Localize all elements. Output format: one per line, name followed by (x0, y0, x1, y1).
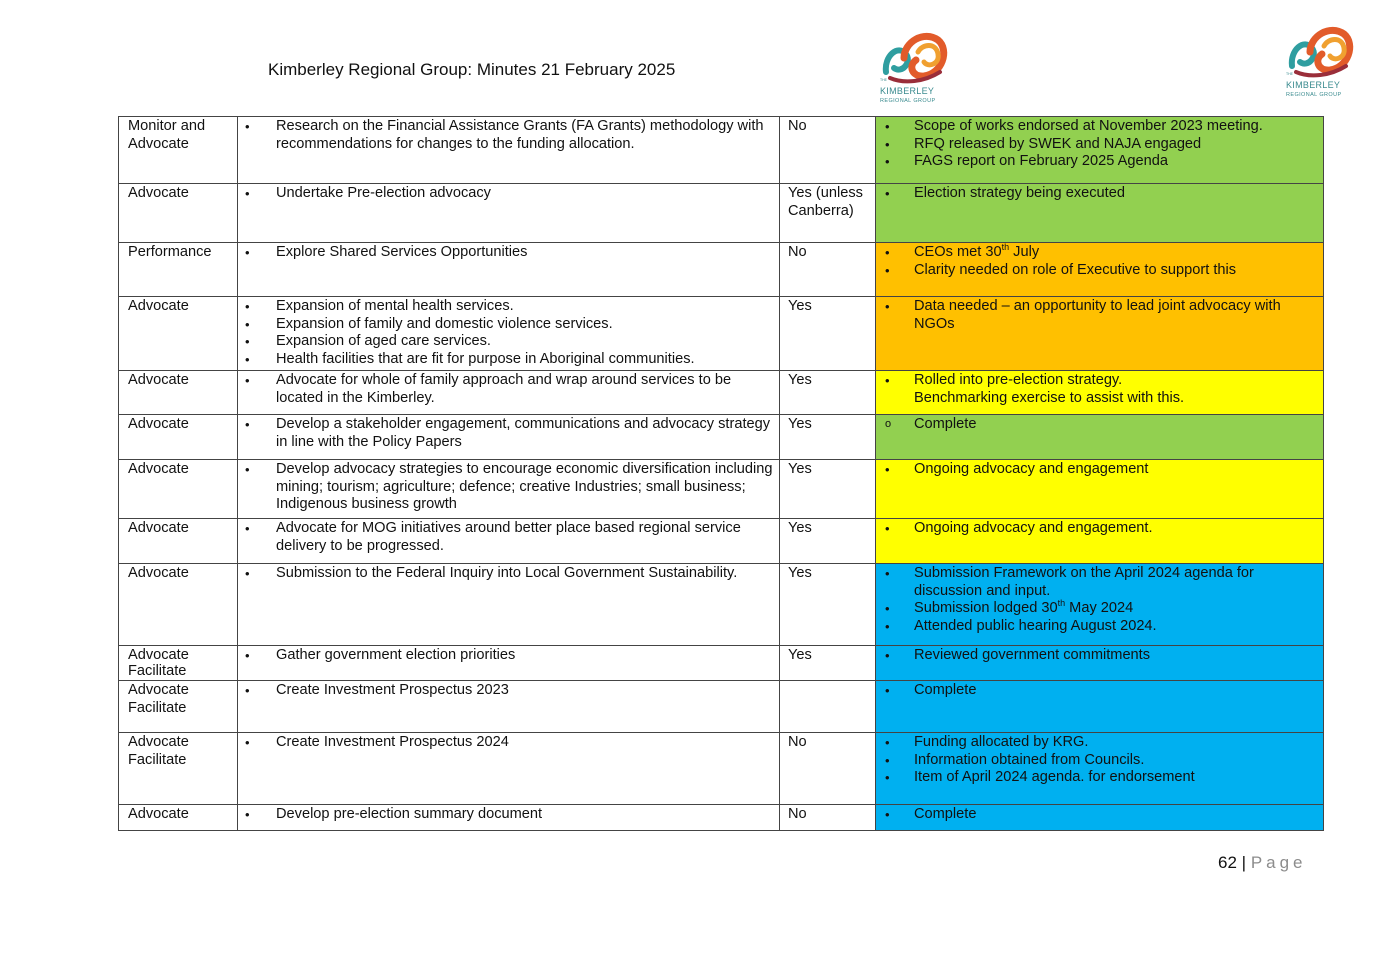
action-item: • Health facilities that are fit for purpose in Aboriginal communities. (238, 351, 775, 369)
priority-cell: Yes (780, 371, 876, 415)
table-row (119, 681, 1324, 733)
logo-swirl-icon (880, 28, 950, 84)
category-cell: Advocate Facilitate (119, 681, 238, 733)
category-cell: Monitor and Advocate (119, 117, 238, 184)
action-item: • Create Investment Prospectus 2023 (238, 682, 775, 700)
action-item: • Research on the Financial Assistance Grants (FA Grants) methodology with recommendations for changes to the funding allocation. (238, 118, 775, 153)
status-cell (876, 646, 1324, 681)
status-cell (876, 564, 1324, 646)
action-item: • Explore Shared Services Opportunities (238, 244, 775, 262)
status-cell (876, 460, 1324, 519)
action-cell (238, 805, 780, 831)
priority-cell: Yes (780, 460, 876, 519)
document-title: Kimberley Regional Group: Minutes 21 February 2025 (268, 60, 676, 79)
kimberley-logo-right: THE KIMBERLEY REGIONAL GROUP (1286, 22, 1366, 100)
table-row (119, 733, 1324, 805)
status-item: • CEOs met 30th July (876, 244, 1319, 262)
priority-cell (780, 681, 876, 733)
table-row (119, 460, 1324, 519)
action-item: • Expansion of family and domestic violence services. (238, 316, 775, 334)
status-item: • Complete (876, 682, 1319, 700)
category-cell: Advocate (119, 415, 238, 460)
status-item: • FAGS report on February 2025 Agenda (876, 153, 1319, 171)
action-item: • Develop a stakeholder engagement, communications and advocacy strategy in line with the Policy Papers (238, 416, 775, 451)
table-row (119, 371, 1324, 415)
action-cell (238, 297, 780, 371)
status-cell (876, 297, 1324, 371)
category-cell: Advocate (119, 297, 238, 371)
status-item: • RFQ released by SWEK and NAJA engaged (876, 136, 1319, 154)
action-cell (238, 564, 780, 646)
priority-cell: Yes (unless Canberra) (780, 184, 876, 243)
action-cell (238, 646, 780, 681)
action-cell (238, 371, 780, 415)
category-cell: Advocate Facilitate (119, 646, 238, 681)
action-status-table (118, 116, 1324, 831)
status-item: • Election strategy being executed (876, 185, 1319, 203)
kimberley-logo: THE KIMBERLEY REGIONAL GROUP (880, 28, 960, 106)
status-item: o Complete (876, 416, 1319, 434)
action-cell (238, 117, 780, 184)
page-footer (1218, 853, 1307, 873)
action-item: • Gather government election priorities (238, 647, 775, 665)
action-cell (238, 519, 780, 564)
action-item: • Undertake Pre-election advocacy (238, 185, 775, 203)
priority-cell: No (780, 805, 876, 831)
priority-cell: No (780, 117, 876, 184)
category-cell: Performance (119, 243, 238, 297)
priority-cell: Yes (780, 297, 876, 371)
table-row (119, 805, 1324, 831)
action-item: • Expansion of aged care services. (238, 333, 775, 351)
action-cell (238, 415, 780, 460)
priority-cell: Yes (780, 564, 876, 646)
status-cell (876, 117, 1324, 184)
priority-cell: Yes (780, 415, 876, 460)
status-item: • Submission Framework on the April 2024 agenda for discussion and input. (876, 565, 1319, 600)
status-item: • Clarity needed on role of Executive to support this (876, 262, 1319, 280)
status-item: • Funding allocated by KRG. (876, 734, 1319, 752)
action-cell (238, 681, 780, 733)
priority-cell: No (780, 243, 876, 297)
table-row (119, 519, 1324, 564)
category-cell: Advocate (119, 805, 238, 831)
page-number: 62 (1218, 853, 1237, 872)
priority-cell: Yes (780, 646, 876, 681)
action-item: • Advocate for MOG initiatives around better place based regional service delivery to be progressed. (238, 520, 775, 555)
category-cell: Advocate (119, 371, 238, 415)
action-cell (238, 733, 780, 805)
table-row (119, 646, 1324, 681)
category-cell: Advocate (119, 519, 238, 564)
action-item: • Create Investment Prospectus 2024 (238, 734, 775, 752)
status-cell (876, 733, 1324, 805)
status-item: • Attended public hearing August 2024. (876, 618, 1319, 636)
table-row (119, 415, 1324, 460)
page-label: Page (1250, 853, 1307, 872)
category-cell: Advocate (119, 564, 238, 646)
priority-cell: No (780, 733, 876, 805)
page-separator: | (1241, 853, 1247, 872)
status-item: • Rolled into pre-election strategy. Benchmarking exercise to assist with this. (876, 372, 1319, 407)
category-cell: Advocate Facilitate (119, 733, 238, 805)
status-item: • Submission lodged 30th May 2024 (876, 600, 1319, 618)
priority-cell: Yes (780, 519, 876, 564)
table-row (119, 243, 1324, 297)
status-item: • Data needed – an opportunity to lead joint advocacy with NGOs (876, 298, 1319, 333)
action-item: • Expansion of mental health services. (238, 298, 775, 316)
status-cell (876, 243, 1324, 297)
action-cell (238, 243, 780, 297)
status-cell (876, 519, 1324, 564)
table-row (119, 297, 1324, 371)
status-cell (876, 371, 1324, 415)
status-cell (876, 681, 1324, 733)
status-item: • Ongoing advocacy and engagement. (876, 520, 1319, 538)
logo-swirl-icon (1286, 22, 1356, 78)
status-item: • Item of April 2024 agenda. for endorsement (876, 769, 1319, 787)
table-row (119, 564, 1324, 646)
status-item: • Ongoing advocacy and engagement (876, 461, 1319, 479)
category-cell: Advocate (119, 184, 238, 243)
action-item: • Develop advocacy strategies to encourage economic diversification including mining; tourism; agriculture; defence; creative Industries; small business; Indigenous business growth (238, 461, 775, 514)
status-item: • Information obtained from Councils. (876, 752, 1319, 770)
status-cell (876, 184, 1324, 243)
table-row (119, 117, 1324, 184)
status-item: • Scope of works endorsed at November 2023 meeting. (876, 118, 1319, 136)
status-cell (876, 805, 1324, 831)
action-item: • Submission to the Federal Inquiry into Local Government Sustainability. (238, 565, 775, 583)
action-item: • Develop pre-election summary document (238, 806, 775, 824)
status-item: • Reviewed government commitments (876, 647, 1319, 665)
action-item: • Advocate for whole of family approach and wrap around services to be located in the Kimberley. (238, 372, 775, 407)
action-cell (238, 184, 780, 243)
action-cell (238, 460, 780, 519)
status-cell (876, 415, 1324, 460)
table-row (119, 184, 1324, 243)
category-cell: Advocate (119, 460, 238, 519)
status-item: • Complete (876, 806, 1319, 824)
